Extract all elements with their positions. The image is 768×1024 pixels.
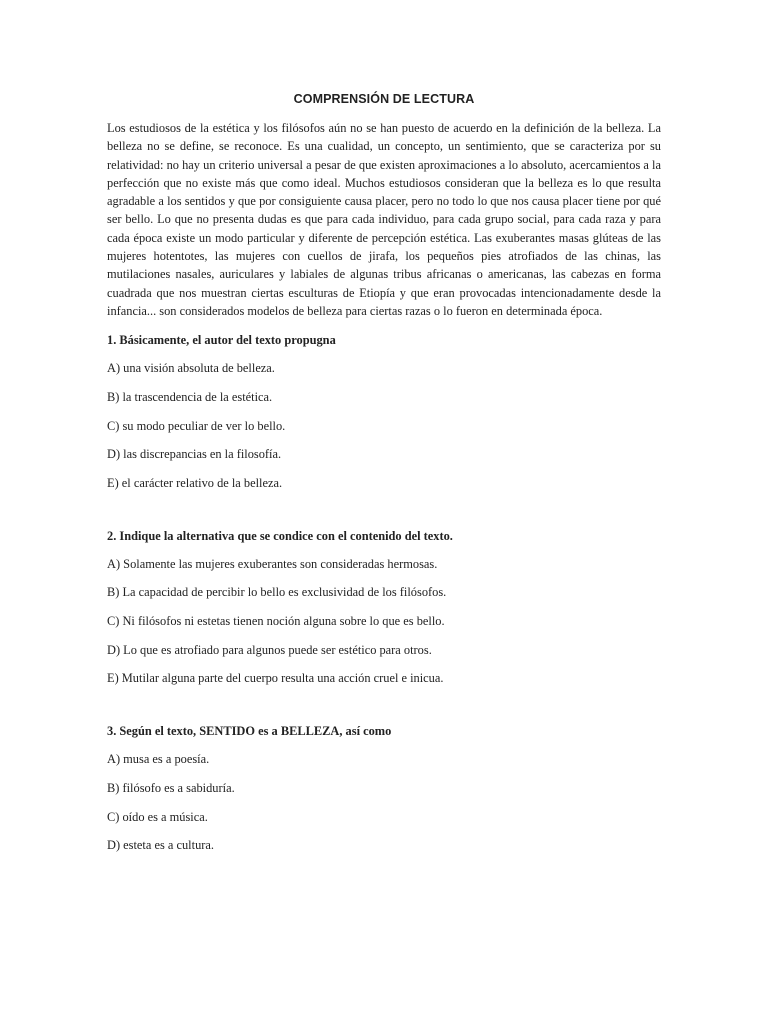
document-page [107, 92, 661, 860]
question-2-option-a: A) Solamente las mujeres exuberantes son consideradas hermosas. [107, 556, 438, 571]
document-title: COMPRENSIÓN DE LECTURA [293, 92, 475, 106]
question-2-option-d: D) Lo que es atrofiado para algunos puede ser estético para otros. [107, 642, 432, 657]
question-1-option-c: C) su modo peculiar de ver lo bello. [107, 418, 286, 433]
question-2-option-e: E) Mutilar alguna parte del cuerpo resulta una acción cruel e inicua. [107, 671, 444, 686]
question-1-option-b: B) la trascendencia de la estética. [107, 389, 273, 404]
question-3-option-c: C) oído es a música. [107, 809, 208, 824]
question-3-option-a: A) musa es a poesía. [107, 752, 210, 767]
question-3-text: 3. Según el texto, SENTIDO es a BELLEZA, así como [107, 724, 392, 739]
question-1-option-d: D) las discrepancias en la filosofía. [107, 447, 282, 462]
question-2-option-b: B) La capacidad de percibir lo bello es exclusividad de los filósofos. [107, 585, 447, 600]
question-3-option-b: B) filósofo es a sabiduría. [107, 780, 235, 795]
question-3-option-d: D) esteta es a cultura. [107, 838, 214, 853]
question-1 [107, 333, 661, 497]
question-2-text: 2. Indique la alternativa que se condice con el contenido del texto. [107, 528, 453, 543]
reading-passage: Los estudiosos de la estética y los filósofos aún no se han puesto de acuerdo en la definición de la belleza. La belleza no se define, se reconoce. Es una cualidad, un concepto, un sentimiento, que se caracteriza por su relatividad: no hay un criterio universal a pesar de que existen aproximaciones a lo absoluto, acercamientos a la perfección que no existe más que como ideal. Muchos estudiosos consideran que la belleza es lo que resulta agradable a los sentidos y que por consiguiente causa placer, pero no todo lo que nos causa placer tiene por qué ser bello. Lo que no presenta dudas es que para cada individuo, para cada grupo social, para cada raza y para cada época existe un modo particular y diferente de percepción estética. Las exuberantes masas glúteas de las mujeres hotentotes, las mujeres con cuellos de jirafa, los pequeños pies atrofiados de las chinas, las mutilaciones nasales, auriculares y labiales de algunas tribus africanas o americanas, las cabezas en forma cuadrada que nos muestran ciertas esculturas de Etiopía y que eran provocadas intencionadamente desde la infancia... son considerados modelos de belleza para ciertas razas o lo fueron en determinada época. [107, 121, 661, 318]
question-3 [107, 724, 661, 860]
question-1-text: 1. Básicamente, el autor del texto propugna [107, 333, 336, 348]
question-2 [107, 529, 661, 693]
question-1-option-e: E) el carácter relativo de la belleza. [107, 476, 283, 491]
question-2-option-c: C) Ni filósofos ni estetas tienen noción alguna sobre lo que es bello. [107, 614, 445, 629]
question-1-option-a: A) una visión absoluta de belleza. [107, 361, 275, 376]
